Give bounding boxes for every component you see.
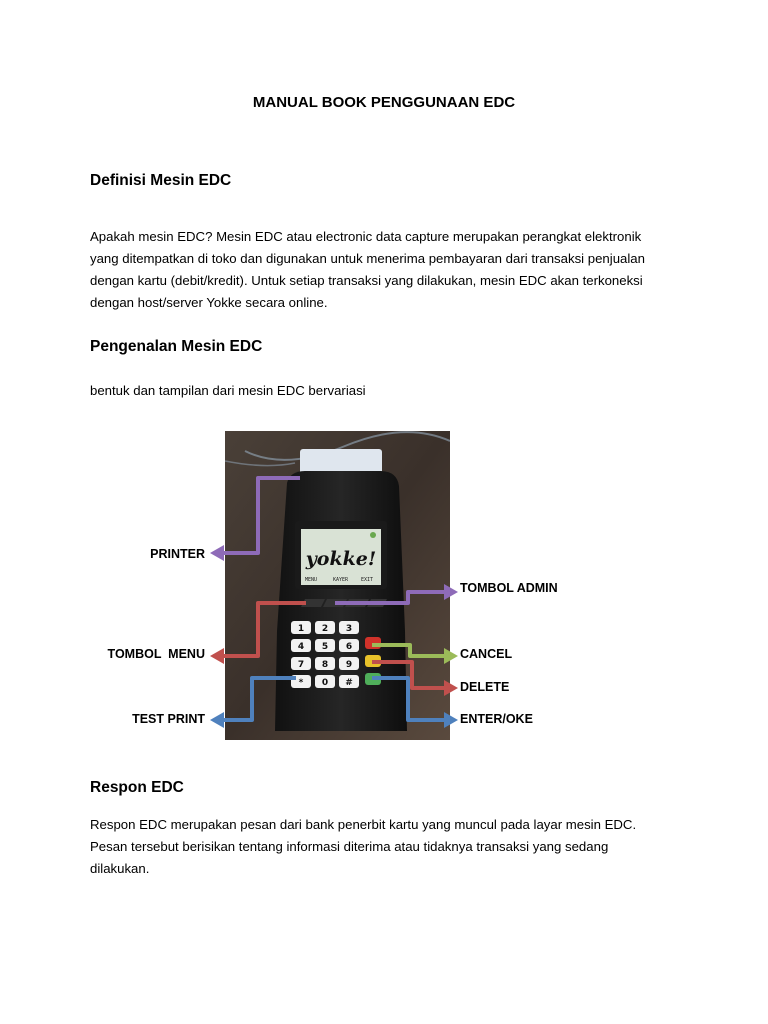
- label-cancel: CANCEL: [460, 647, 513, 661]
- paragraph-definisi: [90, 226, 690, 314]
- paragraph-line: dengan kartu (debit/kredit). Untuk setiap transaksi yang dilakukan, mesin EDC akan terkoneksi: [90, 273, 643, 288]
- screen-menu-left: MENU: [305, 577, 318, 583]
- screen-logo-text: yokke!: [305, 548, 377, 570]
- keypad-key-label: 2: [321, 624, 329, 634]
- paragraph-respon: [90, 814, 690, 880]
- paragraph-line: dengan host/server Yokke secara online.: [90, 295, 328, 310]
- keypad-key-label: #: [345, 678, 353, 688]
- section-heading-pengenalan: Pengenalan Mesin EDC: [90, 338, 263, 355]
- label-test-print: TEST PRINT: [132, 712, 205, 726]
- keypad-key-label: 3: [345, 624, 353, 634]
- keypad-key-label: *: [298, 678, 304, 688]
- paragraph-line: Apakah mesin EDC? Mesin EDC atau electronic data capture merupakan perangkat elektronik: [90, 229, 642, 244]
- label-printer: PRINTER: [150, 547, 205, 561]
- keypad-key-label: 1: [297, 624, 305, 634]
- keypad-key-label: 0: [321, 678, 329, 688]
- page-title: MANUAL BOOK PENGGUNAAN EDC: [252, 94, 516, 111]
- keypad-key-label: 6: [345, 642, 353, 652]
- section-heading-respon: Respon EDC: [90, 779, 184, 796]
- keypad-key-label: 5: [321, 642, 329, 652]
- keypad-key-label: 4: [297, 642, 305, 652]
- keypad-key-label: 8: [321, 660, 329, 670]
- paragraph-line: dilakukan.: [90, 861, 150, 876]
- label-enter-oke: ENTER/OKE: [460, 712, 533, 726]
- edc-machine-photo: [225, 431, 450, 740]
- keypad-key-label: 9: [345, 660, 353, 670]
- label-delete: DELETE: [460, 680, 510, 694]
- label-tombol-menu: TOMBOL MENU: [107, 647, 205, 661]
- section-heading-definisi: Definisi Mesin EDC: [90, 172, 232, 189]
- paragraph-line: Pesan tersebut berisikan tentang informasi diterima atau tidaknya transaksi yang sedang: [90, 839, 609, 854]
- paragraph-pengenalan: bentuk dan tampilan dari mesin EDC bervariasi: [90, 383, 366, 398]
- keypad-key-label: 7: [297, 660, 305, 670]
- screen-menu-right: EXIT: [361, 577, 374, 583]
- label-tombol-admin: TOMBOL ADMIN: [460, 581, 558, 595]
- paragraph-line: yang ditempatkan di toko dan digunakan untuk menerima pembayaran dari transaksi penjualan: [90, 251, 645, 266]
- screen-menu-middle: KAYER: [333, 577, 349, 583]
- paragraph-line: Respon EDC merupakan pesan dari bank penerbit kartu yang muncul pada layar mesin EDC.: [90, 817, 637, 832]
